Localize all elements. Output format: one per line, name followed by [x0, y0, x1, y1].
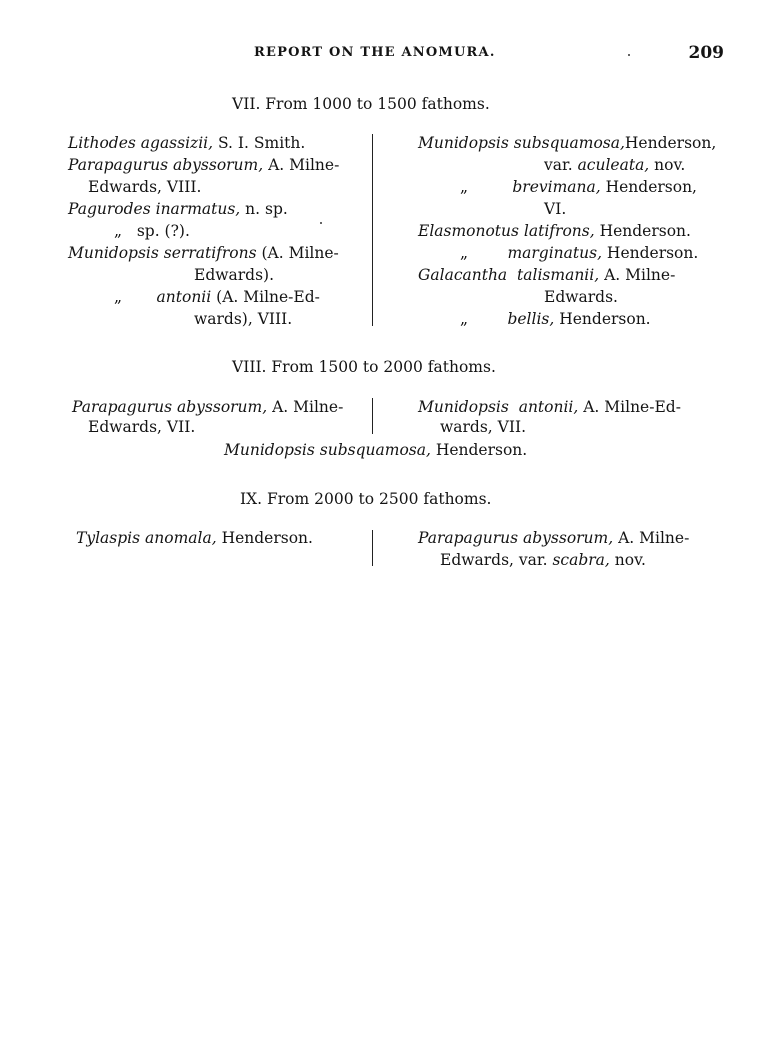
list-item: Munidopsis subsquamosa, Henderson. — [224, 441, 528, 459]
list-item: Munidopsis subsquamosa,Henderson, — [418, 134, 717, 152]
list-item: Parapagurus abyssorum, A. Milne- — [72, 398, 344, 416]
list-item: var. aculeata, nov. — [544, 156, 686, 174]
list-item: wards, VII. — [440, 418, 527, 436]
column-divider — [372, 134, 373, 326]
section-title: VII. From 1000 to 1500 fathoms. — [232, 95, 490, 113]
list-item: Munidopsis antonii, A. Milne-Ed- — [418, 398, 681, 416]
list-item: Edwards). — [194, 266, 275, 284]
list-item: Edwards, var. scabra, nov. — [440, 551, 646, 569]
list-item: Edwards, VIII. — [88, 178, 202, 196]
list-item: „ marginatus, Henderson. — [460, 244, 699, 262]
list-item: „ antonii (A. Milne-Ed- — [114, 288, 320, 306]
list-item: Lithodes agassizii, S. I. Smith. — [68, 134, 306, 152]
list-item: Pagurodes inarmatus, n. sp. — [68, 200, 288, 218]
column-divider — [372, 530, 373, 566]
list-item: Parapagurus abyssorum, A. Milne- — [418, 529, 690, 547]
list-item: Tylaspis anomala, Henderson. — [76, 529, 313, 547]
list-item: „ bellis, Henderson. — [460, 310, 651, 328]
list-item: Munidopsis serratifrons (A. Milne- — [68, 244, 339, 262]
page-number: 209 — [688, 43, 724, 63]
print-speck — [320, 222, 322, 224]
list-item: Elasmonotus latifrons, Henderson. — [418, 222, 691, 240]
running-title: REPORT ON THE ANOMURA. — [254, 45, 496, 60]
list-item: Galacantha talismanii, A. Milne- — [418, 266, 676, 284]
section-title: VIII. From 1500 to 2000 fathoms. — [232, 358, 496, 376]
list-item: wards), VIII. — [194, 310, 293, 328]
list-item: Parapagurus abyssorum, A. Milne- — [68, 156, 340, 174]
column-divider — [372, 398, 373, 434]
list-item: VI. — [544, 200, 567, 218]
section-title: IX. From 2000 to 2500 fathoms. — [240, 490, 492, 508]
list-item: Edwards. — [544, 288, 618, 306]
list-item: „ brevimana, Henderson, — [460, 178, 697, 196]
print-speck — [628, 54, 630, 56]
list-item: „ sp. (?). — [114, 222, 190, 240]
list-item: Edwards, VII. — [88, 418, 196, 436]
